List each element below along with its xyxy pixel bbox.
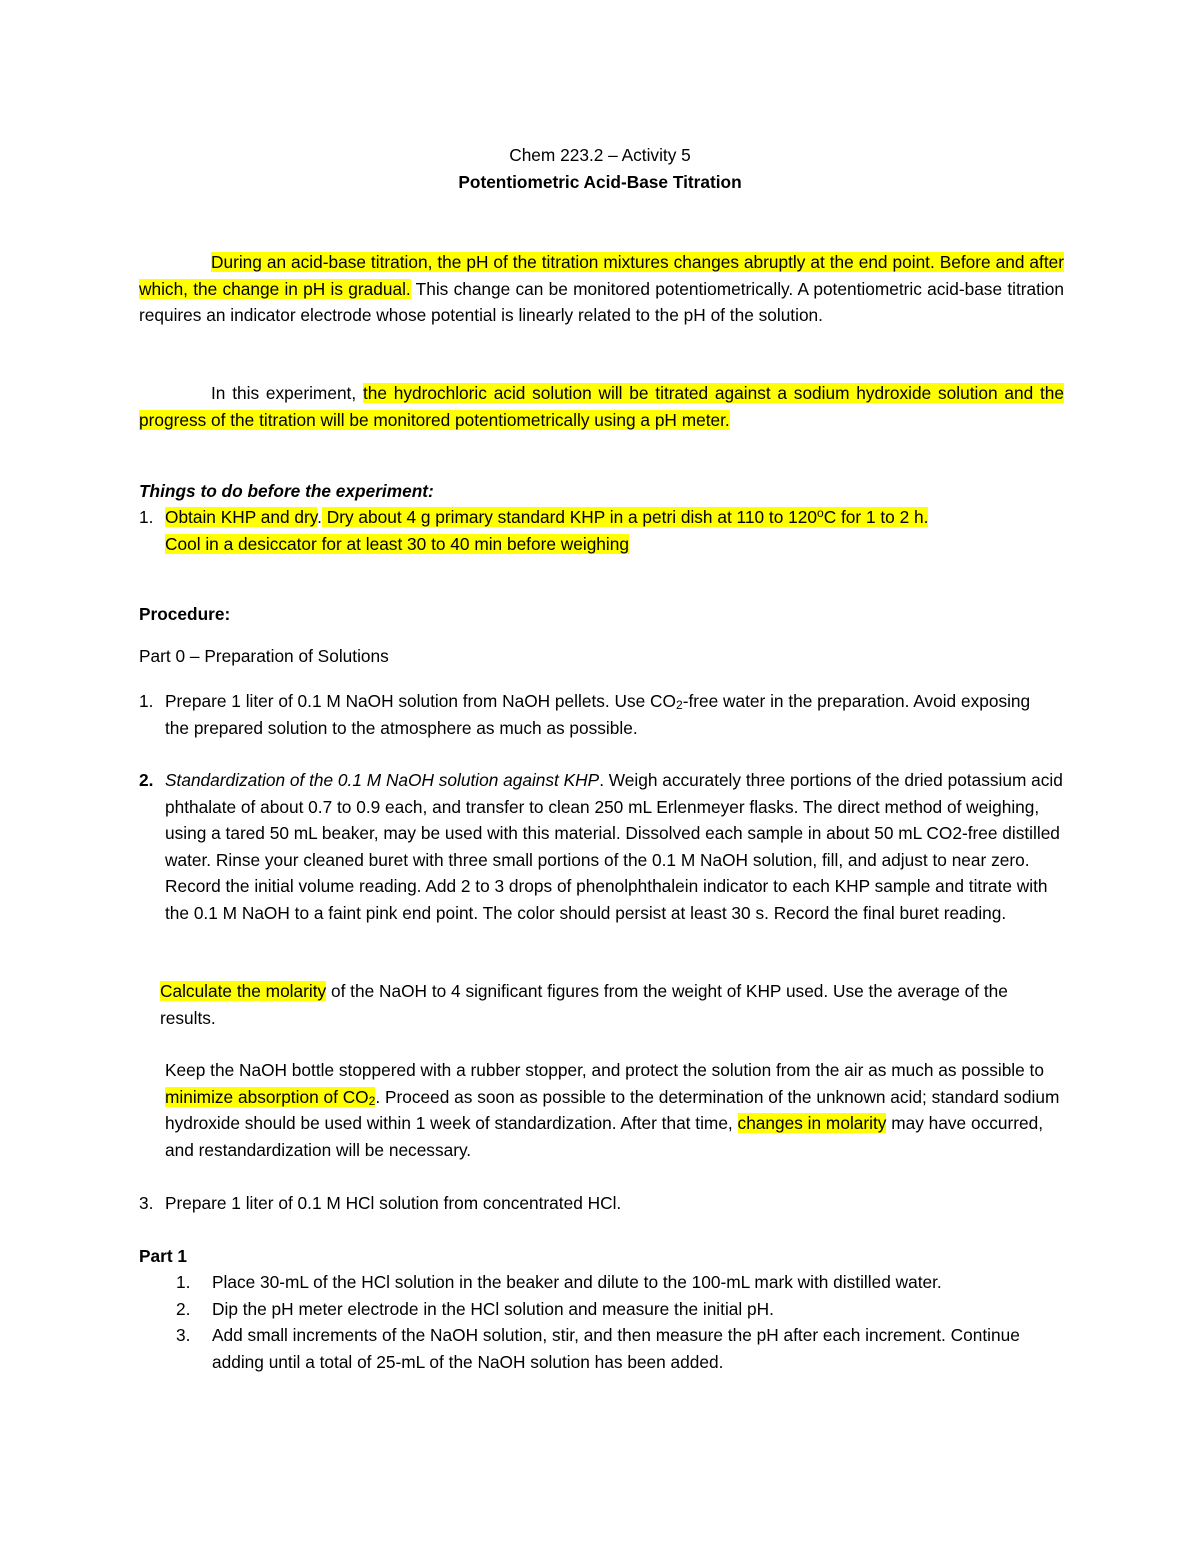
prep-step-1-number: 1. bbox=[139, 691, 154, 711]
procedure-heading: Procedure: bbox=[139, 604, 231, 624]
intro-highlight-1: During an acid-base titration, the pH of the titration mixtures changes abruptly at the end point. Before and after which, the change in pH is gradual. bbox=[139, 252, 1064, 299]
part1-step-3: Add small increments of the NaOH solution, stir, and then measure the pH after each increment. Continue adding until a total of 25-mL of the NaOH solution has been added. bbox=[212, 1325, 1020, 1372]
part1-step-1: Place 30-mL of the HCl solution in the beaker and dilute to the 100-mL mark with distilled water. bbox=[212, 1272, 942, 1292]
before-item-1-highlight-a: Obtain KHP and dry bbox=[165, 507, 318, 527]
part1-step-2-number: 2. bbox=[176, 1299, 191, 1319]
part1-step-3-number: 3. bbox=[176, 1325, 191, 1345]
before-item-number: 1. bbox=[139, 507, 154, 527]
activity-title: Potentiometric Acid-Base Titration bbox=[458, 172, 742, 192]
intro-paragraph-1 bbox=[139, 249, 1064, 329]
keep-highlight-1: minimize absorption of CO2 bbox=[165, 1086, 376, 1108]
before-item-1-highlight-b: Dry about 4 g primary standard KHP in a petri dish at 110 to 120$^o$C for 1 to 2 h. bbox=[321, 506, 929, 527]
part1-heading: Part 1 bbox=[139, 1246, 188, 1266]
intro-highlight-2: the hydrochloric acid solution will be titrated against a sodium hydroxide solution and the progress of the titration will be monitored potentiometrically using a pH meter. bbox=[139, 383, 1064, 430]
keep-paragraph: Keep the NaOH bottle stoppered with a rubber stopper, and protect the solution from the air as much as possible to minimize absorption of CO2. Proceed as soon as possible to the determination of the unknown acid; standard sodium hydroxide should be used within 1 week of standardization. After that time, changes in molarity may have occurred, and restandardization will be necessary. bbox=[165, 1060, 1060, 1160]
keep-highlight-2: changes in molarity bbox=[737, 1113, 887, 1133]
intro-lead-2: In this experiment, bbox=[211, 383, 363, 403]
before-heading: Things to do before the experiment: bbox=[139, 481, 434, 501]
prep-step-1: Prepare 1 liter of 0.1 M NaOH solution from NaOH pellets. Use CO2-free water in the preparation. Avoid exposing the prepared solution to the atmosphere as much as possible. bbox=[165, 691, 1031, 738]
prep-step-2-italic: Standardization of the 0.1 M NaOH solution against KHP bbox=[165, 770, 600, 790]
prep-step-2-number: 2. bbox=[139, 770, 154, 790]
part1-step-2: Dip the pH meter electrode in the HCl solution and measure the initial pH. bbox=[212, 1299, 774, 1319]
calculate-paragraph: Calculate the molarity of the NaOH to 4 significant figures from the weight of KHP used. Use the average of the results. bbox=[160, 981, 1008, 1028]
calculate-highlight: Calculate the molarity bbox=[160, 981, 327, 1001]
part0-heading: Part 0 – Preparation of Solutions bbox=[139, 646, 389, 666]
prep-step-2: Standardization of the 0.1 M NaOH solution against KHP. Weigh accurately three portions of the dried potassium acid phthalate of about 0.7 to 0.9 each, and transfer to clean 250 mL Erlenmeyer flasks. The direct method of weighing, using a tared 50 mL beaker, may be used with this material. Dissolved each sample in about 50 mL CO2-free distilled water. Rinse your cleaned buret with three small portions of the 0.1 M NaOH solution, fill, and adjust to near zero. Record the initial volume reading. Add 2 to 3 drops of phenolphthalein indicator to each KHP sample and titrate with the 0.1 M NaOH to a faint pink end point. The color should persist at least 30 s. Record the final buret reading. bbox=[165, 770, 1063, 923]
part1-step-1-number: 1. bbox=[176, 1272, 191, 1292]
degree-symbol: o bbox=[816, 506, 824, 520]
intro-paragraph-2 bbox=[139, 380, 1064, 433]
intro-text-1: This change can be monitored potentiometrically. A potentiometric acid-base titration requires an indicator electrode whose potential is linearly related to the pH of the solution. bbox=[139, 278, 1064, 325]
before-item-1-highlight-c: Cool in a desiccator for at least 30 to 40 min before weighing bbox=[165, 533, 629, 554]
prep-step-3: Prepare 1 liter of 0.1 M HCl solution from concentrated HCl. bbox=[165, 1193, 622, 1213]
prep-step-3-number: 3. bbox=[139, 1193, 154, 1213]
course-title: Chem 223.2 – Activity 5 bbox=[509, 145, 691, 165]
before-item-1: Obtain KHP and dry. Dry about 4 g primary standard KHP in a petri dish at 110 to 120$^o$C for 1 to 2 h. Cool in a desiccator for at least 30 to 40 min before weighing bbox=[165, 506, 929, 554]
